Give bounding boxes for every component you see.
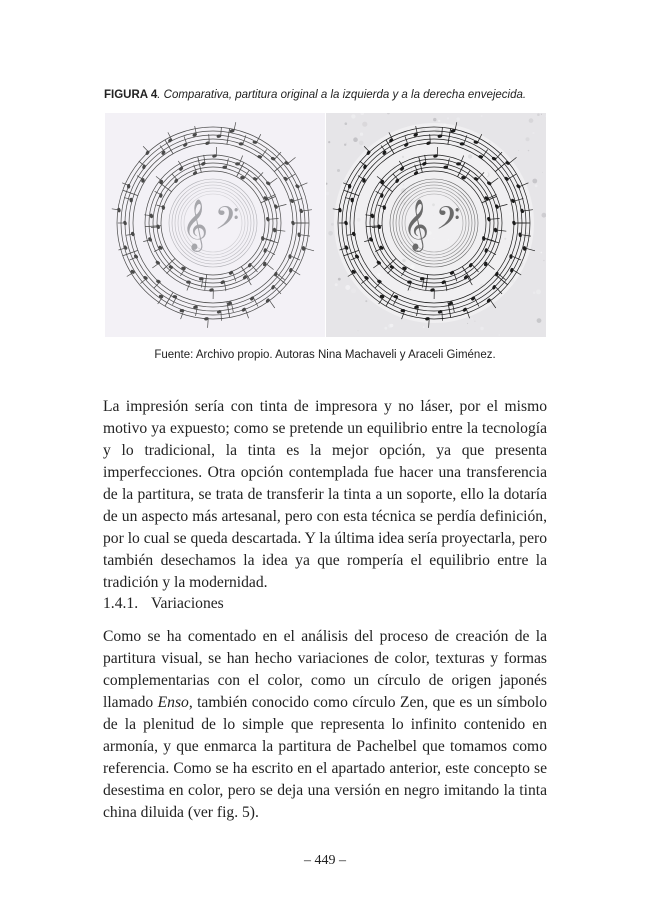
note-head bbox=[201, 161, 207, 166]
note-stem bbox=[246, 310, 249, 319]
note-head bbox=[263, 248, 267, 253]
note-head bbox=[302, 246, 306, 251]
body-paragraph-2 bbox=[103, 626, 547, 824]
stain-speck bbox=[528, 150, 529, 151]
figure-image-original bbox=[105, 113, 325, 337]
section-title: Variaciones bbox=[151, 595, 224, 612]
section-heading bbox=[103, 595, 224, 613]
stain-speck bbox=[331, 223, 334, 226]
note-head bbox=[262, 261, 266, 266]
stain-speck bbox=[387, 113, 390, 114]
circular-score-original bbox=[105, 113, 325, 337]
section-number: 1.4.1. bbox=[103, 595, 139, 612]
stain-speck bbox=[358, 330, 359, 331]
stain-speck bbox=[542, 213, 547, 218]
staff-line bbox=[161, 171, 265, 275]
stain-speck bbox=[359, 141, 364, 146]
note-stem bbox=[289, 157, 296, 163]
staff-line bbox=[121, 131, 305, 315]
stain-speck bbox=[529, 118, 534, 123]
staff-line bbox=[129, 139, 297, 307]
note-head bbox=[460, 142, 465, 145]
stain-speck bbox=[545, 116, 546, 117]
treble-clef-icon: 𝄞 bbox=[181, 199, 209, 250]
body-paragraph-1: La impresión sería con tinta de impresora y no láser, por el mismo motivo ya expuesto; como se pretende un equilibrio entre la tecnología y lo tradicional, la tinta es la mejor opción, ya que presenta imperfecciones. Otra opción contemplada fue hacer una transferencia de la partitura, se trata de transferir la tinta a un soporte, ello la dotaría de un aspecto más artesanal, pero con esta técnica se perdía definición, por lo cual se queda descartada. Y la última idea sería proyectarla, pero también desechamos la idea ya que rompería el equilibrio entre la tradición y la modernidad. bbox=[103, 398, 547, 591]
note-head bbox=[239, 142, 244, 145]
stain-speck bbox=[346, 143, 347, 144]
stain-speck bbox=[543, 260, 544, 261]
note-stem bbox=[152, 263, 159, 268]
figure-image-aged bbox=[326, 113, 546, 337]
stain-speck bbox=[344, 144, 346, 146]
paragraph-2-part-b: , también conocido como círculo Zen, que es un símbolo de la plenitud de lo simple que representa lo infinito contenido en armonía, y que enmarca la partitura de Pachelbel que tomamos como referencia. Como se ha escrito en el apartado anterior, este concepto se desestima en color, pero se deja una versión en negro imitando la tinta china diluida (ver fig. 5). bbox=[103, 694, 547, 821]
note-stem bbox=[265, 238, 274, 241]
staff-line bbox=[153, 163, 273, 283]
note-stem bbox=[267, 251, 275, 255]
stain-speck bbox=[337, 169, 340, 172]
stain-speck bbox=[326, 183, 328, 185]
note-stem bbox=[239, 156, 242, 164]
note-stem bbox=[139, 161, 146, 167]
note-stem bbox=[227, 158, 229, 167]
stain-speck bbox=[384, 327, 387, 330]
note-head bbox=[291, 220, 296, 225]
stain-speck bbox=[344, 128, 345, 129]
figure-source: Fuente: Archivo propio. Autoras Nina Machaveli y Araceli Giménez. bbox=[154, 349, 496, 361]
note-stem bbox=[143, 146, 149, 153]
stain-speck bbox=[338, 278, 341, 281]
stain-speck bbox=[388, 324, 392, 328]
note-stem bbox=[208, 319, 209, 328]
note-head bbox=[274, 271, 279, 276]
stain-speck bbox=[532, 179, 537, 184]
stain-speck bbox=[536, 289, 541, 294]
stain-speck bbox=[362, 122, 367, 127]
stain-speck bbox=[540, 252, 542, 254]
stain-speck bbox=[351, 114, 355, 118]
staff-line bbox=[157, 167, 269, 279]
stain-speck bbox=[335, 283, 338, 286]
note-head bbox=[266, 216, 271, 222]
stain-speck bbox=[526, 137, 530, 141]
stain-speck bbox=[362, 146, 363, 147]
note-stem bbox=[244, 170, 249, 178]
stain-speck bbox=[481, 115, 483, 117]
note-stem bbox=[262, 150, 267, 157]
circular-score-aged bbox=[326, 113, 546, 337]
note-head bbox=[235, 162, 240, 165]
note-stem bbox=[305, 248, 314, 250]
stain-speck bbox=[360, 113, 364, 115]
stain-speck bbox=[532, 132, 534, 134]
bass-clef-icon: 𝄢 bbox=[214, 200, 240, 244]
stain-speck bbox=[470, 114, 471, 115]
stain-speck bbox=[423, 326, 425, 328]
note-stem bbox=[221, 312, 222, 321]
stain-speck bbox=[480, 327, 484, 331]
stain-speck bbox=[353, 137, 358, 142]
stain-speck bbox=[535, 184, 538, 187]
stain-speck bbox=[433, 118, 436, 121]
figure-caption-text: . Comparativa, partitura original a la izquierda y a la derecha envejecida. bbox=[157, 89, 527, 101]
note-stem bbox=[270, 178, 277, 183]
note-head bbox=[289, 268, 293, 273]
stain-speck bbox=[467, 323, 468, 324]
stain-speck bbox=[456, 117, 460, 121]
stain-speck bbox=[499, 334, 500, 335]
stain-speck bbox=[518, 150, 519, 151]
stain-speck bbox=[537, 318, 542, 323]
note-head bbox=[299, 208, 304, 214]
stain-speck bbox=[345, 122, 348, 125]
stain-speck bbox=[345, 285, 350, 290]
stain-speck bbox=[533, 292, 536, 295]
stain-speck bbox=[537, 113, 540, 116]
figure-caption bbox=[104, 89, 526, 101]
note-stem bbox=[270, 301, 275, 308]
page-number: – 449 – bbox=[304, 853, 346, 868]
treble-clef-icon: 𝄞 bbox=[402, 199, 430, 250]
figure-label: FIGURA 4 bbox=[104, 89, 158, 101]
paragraph-2-part-a: Como se ha comentado en el análisis del proceso de creación de la partitura visual, se han hecho variaciones de color, texturas y formas complementarias con el color, como un círculo de origen japonés llamado bbox=[103, 628, 547, 711]
note-head bbox=[252, 140, 257, 144]
stain-speck bbox=[438, 120, 440, 122]
bass-clef-icon: 𝄢 bbox=[435, 200, 461, 244]
stain-speck bbox=[542, 172, 543, 173]
stain-speck bbox=[447, 117, 449, 119]
stain-speck bbox=[474, 321, 475, 322]
stain-speck bbox=[351, 288, 356, 293]
stain-speck bbox=[326, 192, 329, 195]
note-stem bbox=[267, 195, 275, 199]
note-stem bbox=[270, 219, 279, 220]
stain-speck bbox=[472, 318, 473, 319]
staff-line bbox=[125, 135, 301, 311]
note-head bbox=[155, 260, 161, 265]
note-head bbox=[288, 254, 291, 259]
stain-speck bbox=[541, 114, 542, 115]
note-stem bbox=[267, 264, 274, 270]
paragraph-2-emphasis: Enso bbox=[157, 694, 189, 711]
stain-speck bbox=[328, 141, 330, 143]
note-stem bbox=[221, 127, 222, 136]
stain-speck bbox=[365, 300, 367, 302]
stain-speck bbox=[360, 133, 363, 136]
note-head bbox=[261, 236, 264, 241]
stain-speck bbox=[328, 231, 333, 236]
